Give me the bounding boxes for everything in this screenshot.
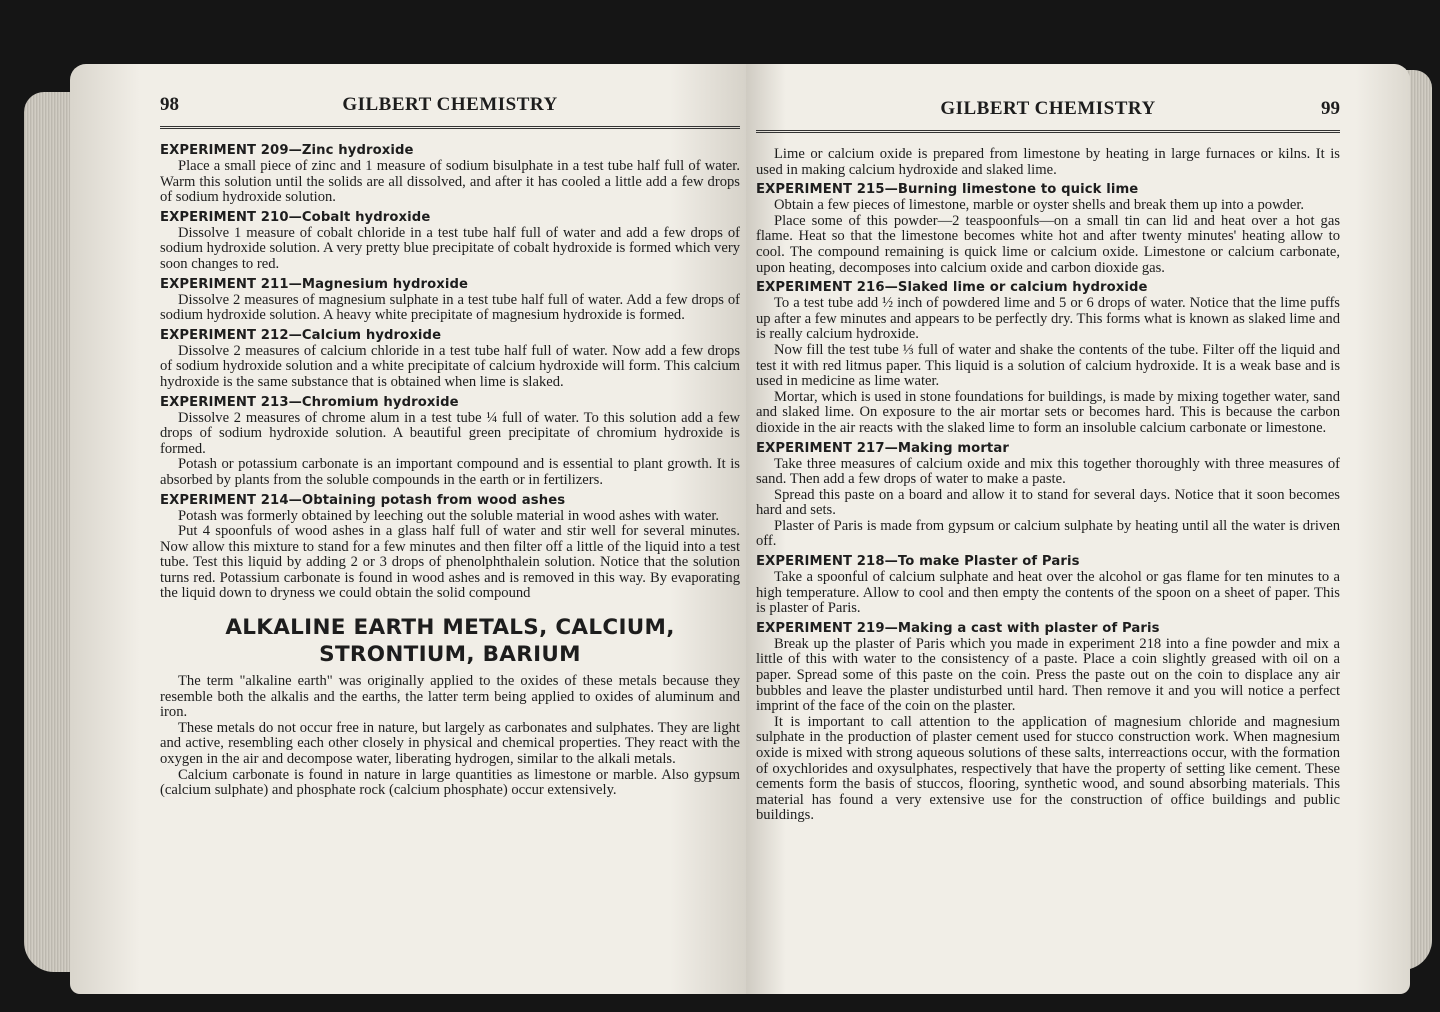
- experiment-heading: EXPERIMENT 213—Chromium hydroxide: [160, 394, 459, 410]
- right-running-head: [756, 98, 1340, 133]
- left-page-number: 98: [160, 94, 179, 115]
- experiment-heading: EXPERIMENT 211—Magnesium hydroxide: [160, 276, 469, 292]
- left-page-content: [160, 143, 740, 799]
- experiment-heading: EXPERIMENT 209—Zinc hydroxide: [160, 143, 414, 158]
- paragraph: Break up the plaster of Paris which you made in experiment 218 into a fine powder and mix a little of this with water to the consistency of a paste. Place a coin slightly greased with oil on a paper. Spread some of this paste on the coin. Press the paste out on the coin to displace any air bubbles and leave the plaster undisturbed until hard. Then remove it and you will notice a perfect imprint of the face of the coin on the plaster.: [756, 635, 1340, 715]
- paragraph: Plaster of Paris is made from gypsum or calcium sulphate by heating until all the water is driven off.: [756, 517, 1340, 550]
- section-heading: ALKALINE EARTH METALS, CALCIUM, STRONTIUM, BARIUM: [225, 615, 675, 668]
- left-page: [70, 64, 746, 994]
- right-page-content: [756, 147, 1340, 824]
- paragraph: Put 4 spoonfuls of wood ashes in a glass half full of water and stir well for several minutes. Now allow this mixture to stand for a few minutes and then filter off a little of the liquid into a test tube. Test this liquid by adding 2 or 3 drops of phenolphthalein solution. Notice that the solution turns red. Potassium carbonate is found in wood ashes and is removed in this way. By evaporating the liquid down to dryness we could obtain the solid compound: [160, 523, 740, 602]
- paragraph: Potash was formerly obtained by leeching out the soluble material in wood ashes with water.: [178, 507, 720, 524]
- paragraph: Dissolve 2 measures of chrome alum in a test tube ¼ full of water. To this solution add a few drops of sodium hydroxide solution. A beautiful green precipitate of chromium hydroxide is formed.: [160, 409, 740, 457]
- left-running-title: GILBERT CHEMISTRY: [342, 94, 558, 115]
- paragraph: Dissolve 2 measures of magnesium sulphate in a test tube half full of water. Add a few drops of sodium hydroxide solution. A heavy white precipitate of magnesium hydroxide is formed.: [160, 291, 740, 324]
- paragraph: Now fill the test tube ⅓ full of water and shake the contents of the tube. Filter off the liquid and test it with red litmus paper. This liquid is a solution of calcium hydroxide. It is a weak base and is used in medicine as lime water.: [756, 341, 1340, 390]
- left-running-head: [160, 94, 740, 129]
- paragraph: It is important to call attention to the application of magnesium chloride and magnesium sulphate in the production of plaster cement used for stucco construction work. When magnesium oxide is mixed with strong aqueous solutions of these salts, interreactions occur, with the formation of oxychlorides and oxysulphates, respectively that have the property of setting like cement. These cements form the basis of stuccos, flooring, synthetic wood, and sound absorbing materials. This material has found a very extensive use for the construction of office buildings and public buildings.: [756, 713, 1340, 824]
- right-page: [746, 64, 1410, 994]
- experiment-heading: EXPERIMENT 219—Making a cast with plaster of Paris: [756, 620, 1160, 636]
- experiment-heading: EXPERIMENT 215—Burning limestone to quick lime: [756, 182, 1139, 198]
- paragraph: The term "alkaline earth" was originally applied to the oxides of these metals because they resemble both the alkalis and the earths, the latter term being applied to oxides of aluminum and iron.: [160, 673, 740, 721]
- paragraph: Calcium carbonate is found in nature in large quantities as limestone or marble. Also gypsum (calcium sulphate) and phosphate rock (calcium phosphate) occur extensively.: [160, 766, 740, 799]
- paragraph: Take a spoonful of calcium sulphate and heat over the alcohol or gas flame for ten minutes to a high temperature. Allow to cool and then empty the contents of the spoon on a sheet of paper. This is plaster of Paris.: [756, 569, 1340, 617]
- paragraph: Take three measures of calcium oxide and mix this together thoroughly with three measures of sand. Then add a few drops of water to make a paste.: [756, 455, 1340, 488]
- paragraph: To a test tube add ½ inch of powdered lime and 5 or 6 drops of water. Notice that the lime puffs up after a few minutes and appears to be perfectly dry. This forms what is known as slaked lime and is really calcium hydroxide.: [756, 295, 1340, 343]
- experiment-heading: EXPERIMENT 216—Slaked lime or calcium hydroxide: [756, 280, 1148, 296]
- experiment-heading: EXPERIMENT 218—To make Plaster of Paris: [756, 554, 1080, 570]
- paragraph: Lime or calcium oxide is prepared from limestone by heating in large furnaces or kilns. It is used in making calcium hydroxide and slaked lime.: [756, 146, 1340, 178]
- paragraph: Place some of this powder—2 teaspoonfuls—on a small tin can lid and heat over a hot gas flame. Heat so that the limestone becomes white hot and after twenty minutes' heating allow to cool. The compound remaining is quick lime or calcium oxide. Limestone or calcium carbonate, upon heating, decomposes into calcium oxide and carbon dioxide gas.: [756, 212, 1340, 276]
- paragraph: Mortar, which is used in stone foundations for buildings, is made by mixing together water, sand and slaked lime. On exposure to the air mortar sets or becomes hard. This is because the carbon dioxide in the air reacts with the slaked lime to form an insoluble calcium carbonate or limestone.: [756, 388, 1340, 436]
- right-page-number: 99: [1321, 98, 1340, 119]
- paragraph: These metals do not occur free in nature, but largely as carbonates and sulphates. They are light and active, resembling each other closely in physical and chemical properties. They react with the oxygen in the air and decompose water, liberating hydrogen, similar to the alkali metals.: [160, 719, 740, 768]
- paragraph: Dissolve 2 measures of calcium chloride in a test tube half full of water. Now add a few drops of sodium hydroxide solution and a white precipitate of calcium hydroxide will form. This calcium hydroxide is the same substance that is obtained when lime is slaked.: [160, 342, 740, 390]
- paragraph: Obtain a few pieces of limestone, marble or oyster shells and break them up into a powder.: [774, 197, 1305, 214]
- paragraph: Place a small piece of zinc and 1 measure of sodium bisulphate in a test tube half full of water. Warm this solution until the solids are all dissolved, and after it has cooled a little add a few drops of sodium hydroxide solution.: [160, 158, 740, 206]
- paragraph: Spread this paste on a board and allow it to stand for several days. Notice that it soon becomes hard and sets.: [756, 486, 1340, 519]
- experiment-heading: EXPERIMENT 217—Making mortar: [756, 440, 1009, 456]
- paragraph: Dissolve 1 measure of cobalt chloride in a test tube half full of water and add a few drops of sodium hydroxide solution. A very pretty blue precipitate of cobalt hydroxide is formed which very soon changes to red.: [160, 224, 740, 272]
- experiment-heading: EXPERIMENT 214—Obtaining potash from wood ashes: [160, 492, 566, 508]
- experiment-heading: EXPERIMENT 212—Calcium hydroxide: [160, 327, 442, 343]
- paragraph: Potash or potassium carbonate is an important compound and is essential to plant growth. It is absorbed by plants from the soluble compounds in the earth or in fertilizers.: [160, 456, 740, 488]
- experiment-heading: EXPERIMENT 210—Cobalt hydroxide: [160, 209, 431, 225]
- right-running-title: GILBERT CHEMISTRY: [940, 98, 1156, 119]
